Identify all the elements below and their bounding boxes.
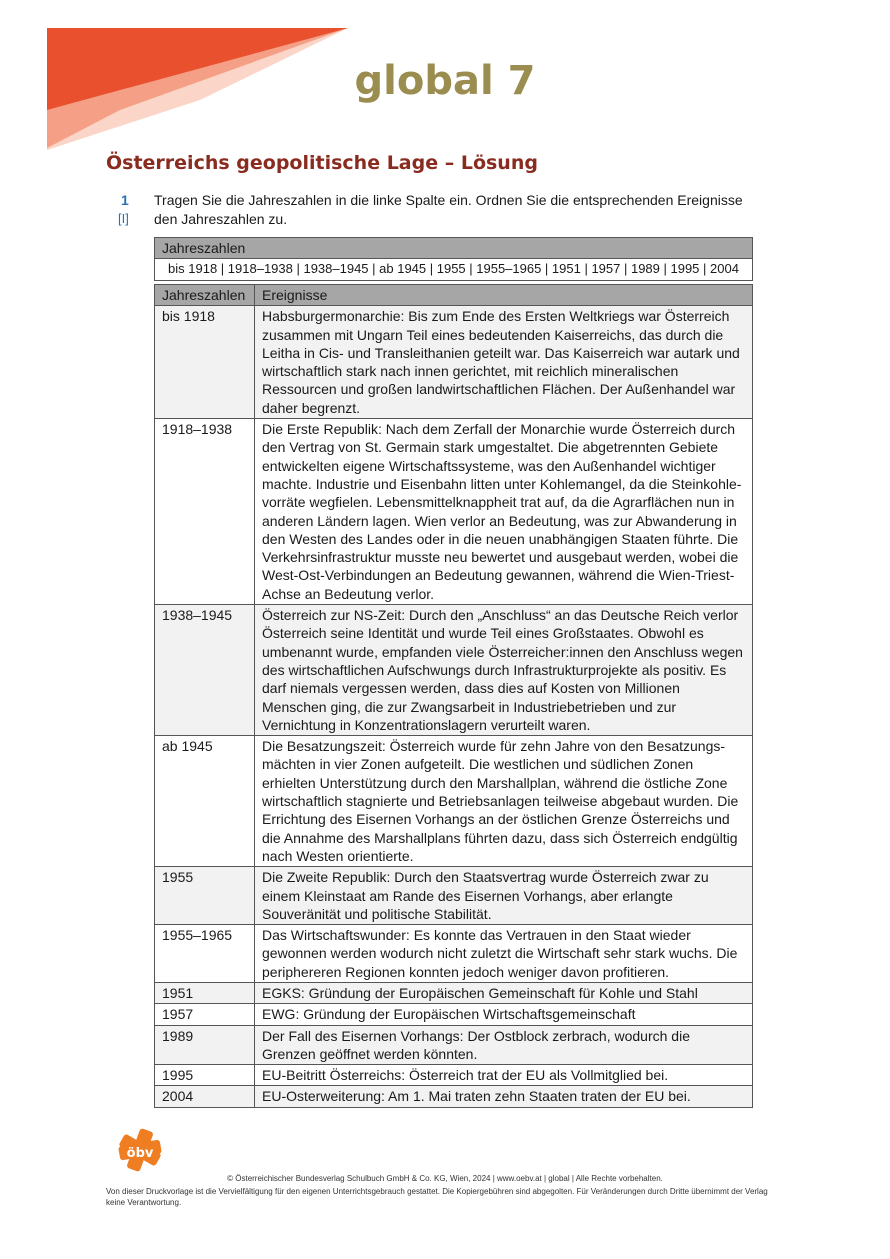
year-cell: 1918–1938 <box>155 419 255 605</box>
event-cell: Das Wirtschaftswunder: Es konnte das Vertrauen in den Staat wieder gewonnen werden wodurch nicht zuletzt die Wirtschaft sehr stark wuchs. Die periphereren Regionen konnten jedoch weniger davon profitieren. <box>255 925 753 983</box>
years-list: bis 1918 | 1918–1938 | 1938–1945 | ab 1945 | 1955 | 1955–1965 | 1951 | 1957 | 1989 | 1995 | 2004 <box>155 259 753 280</box>
event-cell: Österreich zur NS-Zeit: Durch den „Anschluss“ an das Deutsche Reich verlor Österreich seine Identität und wurde Teil eines Großstaates. Obwohl es umbenannt wurde, empfanden viele Österreicher:innen den Anschluss wegen des wirtschaftlichen Aufschwungs durch Infrastrukturprojekte als positiv. Es darf niemals vergessen werden, dass dies auf Kosten von Millionen Menschen ging, die zur Zwangsarbeit in Industriebetrieben und zur Vernichtung in Konzentrationslagern verurteilt waren. <box>255 605 753 736</box>
year-cell: ab 1945 <box>155 736 255 867</box>
event-cell: Die Zweite Republik: Durch den Staatsvertrag wurde Österreich zwar zu einem Kleinstaat am Rande des Eisernen Vorhangs, aber erlangte Souveränität und politische Stabilität. <box>255 867 753 925</box>
table-row <box>155 306 753 419</box>
table-row <box>155 925 753 983</box>
footer-note: Von dieser Druckvorlage ist die Vervielfältigung für den eigenen Unterrichtsgebrauch gestattet. Die Kopiergebühren sind abgegolten. Für Veränderungen durch Dritte übernimmt der Verlag keine Verantwortung. <box>106 1187 768 1207</box>
event-cell: EWG: Gründung der Europäischen Wirtschaftsgemeinschaft <box>255 1004 753 1025</box>
event-cell: EGKS: Gründung der Europäischen Gemeinschaft für Kohle und Stahl <box>255 982 753 1003</box>
table-row <box>155 982 753 1003</box>
column-header-events: Ereignisse <box>255 285 753 306</box>
task-instruction: Tragen Sie die Jahreszahlen in die linke Spalte ein. Ordnen Sie die entsprechenden Ereignisse den Jahreszahlen zu. <box>154 192 743 227</box>
year-cell: 1951 <box>155 982 255 1003</box>
year-cell: 1995 <box>155 1065 255 1086</box>
event-cell: Der Fall des Eisernen Vorhangs: Der Ostblock zerbrach, wodurch die Grenzen geöffnet werden könnten. <box>255 1025 753 1065</box>
oebv-logo <box>117 1127 163 1173</box>
page-title: Österreichs geopolitische Lage – Lösung <box>106 152 538 174</box>
event-cell: EU-Osterweiterung: Am 1. Mai traten zehn Staaten traten der EU bei. <box>255 1086 753 1107</box>
year-cell: bis 1918 <box>155 306 255 419</box>
task-number: 1 <box>121 192 129 208</box>
column-header-year: Jahreszahlen <box>155 285 255 306</box>
logo-text: öbv <box>126 1146 154 1161</box>
event-cell: EU-Beitritt Österreichs: Österreich trat der EU als Vollmitglied bei. <box>255 1065 753 1086</box>
year-cell: 1955 <box>155 867 255 925</box>
year-cell: 1938–1945 <box>155 605 255 736</box>
table-row <box>155 1025 753 1065</box>
table-row <box>155 1004 753 1025</box>
table-row <box>155 419 753 605</box>
table-row <box>155 867 753 925</box>
year-cell: 1989 <box>155 1025 255 1065</box>
years-box-header: Jahreszahlen <box>155 238 753 259</box>
task-level: [I] <box>118 211 129 226</box>
brand-title: global 7 <box>354 58 536 104</box>
table-row <box>155 605 753 736</box>
year-cell: 1957 <box>155 1004 255 1025</box>
event-cell: Habsburgermonarchie: Bis zum Ende des Ersten Weltkriegs war Österreich zusammen mit Ungarn Teil eines bedeutenden Kaiserreichs, das durch die Leitha in Cis- und Transleithanien geteilt war. Das Kaiserreich war autark und wirtschaftlich stark nach innen gerichtet, mit reichlich mineralischen Ressourcen und großen landwirtschaftlichen Flächen. Der Außenhandel war daher begrenzt. <box>255 306 753 419</box>
table-row <box>155 1086 753 1107</box>
footer-copyright: © Österreichischer Bundesverlag Schulbuch GmbH & Co. KG, Wien, 2024 | www.oebv.at | global | Alle Rechte vorbehalten. <box>227 1174 663 1183</box>
table-row <box>155 1065 753 1086</box>
year-cell: 2004 <box>155 1086 255 1107</box>
table-row <box>155 736 753 867</box>
years-box <box>154 237 753 281</box>
event-cell: Die Besatzungszeit: Österreich wurde für zehn Jahre von den Besatzungs-mächten in vier Zonen aufgeteilt. Die westlichen und südlichen Zonen erhielten Unterstützung durch den Marshallplan, während die östliche Zone wirtschaftlich stagnierte und Betriebsanlagen teilweise abgebaut wurden. Die Errichtung des Eisernen Vorhangs an der östlichen Grenze Österreichs und die Annahme des Marshallplans führten dazu, dass sich Österreich endgültig nach Westen orientierte. <box>255 736 753 867</box>
event-cell: Die Erste Republik: Nach dem Zerfall der Monarchie wurde Österreich durch den Vertrag von St. Germain stark umgestaltet. Die abgetrennten Gebiete entwickelten eigene Wirtschaftssysteme, was den Außenhandel wichtiger machte. Industrie und Eisenbahn litten unter Kohlemangel, da die Steinkohle-vorräte wegfielen. Lebensmittelknappheit trat auf, da die Agrarflächen nun in anderen Ländern lagen. Wien verlor an Bedeutung, was zur Abwanderung in den Westen des Landes oder in die neuen unabhängigen Staaten führte. Die Verkehrsinfrastruktur musste neu bewertet und ausgebaut werden, wobei die West-Ost-Verbindungen an Bedeutung gewannen, während die Wien-Triest-Achse an Bedeutung verlor. <box>255 419 753 605</box>
year-cell: 1955–1965 <box>155 925 255 983</box>
events-table <box>154 284 753 1108</box>
